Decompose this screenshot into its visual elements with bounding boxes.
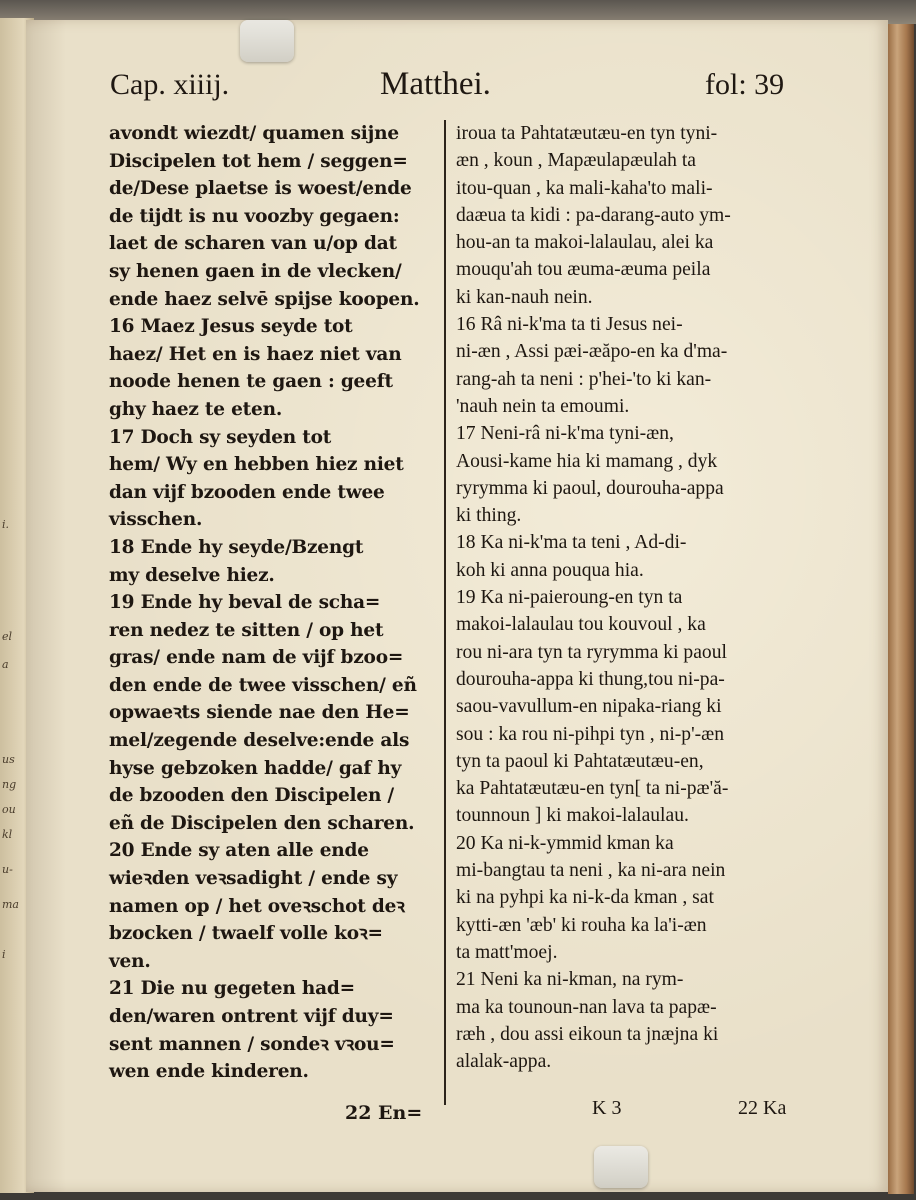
text-line: gras/ ende nam de vijf bzoo= <box>109 647 404 669</box>
verse-line: 19 Ende hy beval de scha= <box>109 592 381 614</box>
verse-line: 20 Ende sy aten alle ende <box>109 840 369 862</box>
text-line: wen ende kinderen. <box>109 1061 309 1083</box>
text-line: visschen. <box>109 509 203 531</box>
text-line: sent mannen / sondeꝛ vꝛou= <box>109 1033 395 1055</box>
text-line: ni-æn , Assi pæi-æăpo-en ka d'ma- <box>456 341 728 363</box>
margin-fragment: i. <box>2 518 10 531</box>
verse-line: 21 Die nu gegeten had= <box>109 978 355 1000</box>
text-line: sy henen gaen in de vlecken/ <box>109 260 402 282</box>
text-line: noode henen te gaen : geeft <box>109 371 393 393</box>
text-line: hou-an ta makoi-lalaulau, alei ka <box>456 232 714 254</box>
verse-line: 18 Ka ni-k'ma ta teni , Ad-di- <box>456 532 687 554</box>
text-line: opwaeꝛts siende nae den He= <box>109 702 410 724</box>
page-clip-bottom <box>594 1146 648 1188</box>
verse-line: 21 Neni ka ni-kman, na rym- <box>456 969 684 991</box>
margin-fragment: ou <box>2 803 16 816</box>
signature-mark: K 3 <box>592 1097 622 1119</box>
margin-fragment: us <box>2 753 15 766</box>
dutch-column <box>109 120 434 1086</box>
folio-number: fol: 39 <box>705 68 785 101</box>
text-line: ende haez selvē spijse koopen. <box>109 288 420 310</box>
text-line: namen op / het oveꝛschot deꝛ <box>109 895 405 917</box>
text-line: itou-quan , ka mali-kaha'to mali- <box>456 177 713 199</box>
text-line: eñ de Discipelen den scharen. <box>109 812 415 834</box>
margin-fragment: i <box>2 948 6 961</box>
text-line: ven. <box>109 950 151 972</box>
text-line: rang-ah ta neni : p'hei-'to ki kan- <box>456 368 712 390</box>
text-line: iroua ta Pahtatæutæu-en tyn tyni- <box>456 123 718 144</box>
verse-line: 17 Neni-râ ni-k'ma tyni-æn, <box>456 423 674 445</box>
text-line: laet de scharen van u/op dat <box>109 233 397 255</box>
text-line: rou ni-ara tyn ta ryrymma ki paoul <box>456 641 727 663</box>
left-catchword: 22 En= <box>345 1102 423 1124</box>
text-line: ræh , dou assi eikoun ta jnæjna ki <box>456 1023 719 1045</box>
text-line: den/waren ontrent vijf duy= <box>109 1006 394 1027</box>
right-catchword: 22 Ka <box>738 1097 787 1119</box>
margin-fragment: el <box>2 630 13 643</box>
text-line: alalak-appa. <box>456 1051 552 1073</box>
text-line: sou : ka rou ni-pihpi tyn , ni-p'-æn <box>456 723 725 745</box>
text-line: mel/zegende deselve:ende als <box>109 730 410 752</box>
text-line: ki na pyhpi ka ni-k-da kman , sat <box>456 887 714 909</box>
text-line: ki thing. <box>456 505 522 527</box>
margin-fragment: ma <box>2 898 19 911</box>
text-line: de bzooden den Discipelen / <box>109 785 394 807</box>
text-line: koh ki anna pouqua hia. <box>456 559 644 581</box>
text-line: æn , koun , Mapæulapæulah ta <box>456 150 697 172</box>
running-head <box>110 68 810 114</box>
margin-fragment: u- <box>2 863 13 876</box>
text-line: de/Dese plaetse is woest/ende <box>109 178 412 200</box>
verse-line: 17 Doch sy seyden tot <box>109 426 332 448</box>
verse-line: 18 Ende hy seyde/Bzengt <box>109 536 364 558</box>
text-line: tounnoun ] ki makoi-lalaulau. <box>456 805 689 827</box>
text-line: makoi-lalaulau tou kouvoul , ka <box>456 614 706 636</box>
chapter-heading: Cap. xiiij. <box>110 68 230 101</box>
text-line: mi-bangtau ta neni , ka ni-ara nein <box>456 860 726 882</box>
text-line: hyse gebzoken hadde/ gaf hy <box>109 757 402 779</box>
text-line: Aousi-kame hia ki mamang , dyk <box>456 450 718 472</box>
text-line: ma ka tounoun-nan lava ta papæ- <box>456 996 717 1018</box>
verse-line: 19 Ka ni-paieroung-en tyn ta <box>456 587 683 609</box>
page-clip-top <box>240 20 294 62</box>
text-line: haez/ Het en is haez niet van <box>109 343 402 365</box>
page-block-edge <box>888 24 914 1194</box>
column-divider <box>444 120 446 1105</box>
text-line: ghy haez te eten. <box>109 398 283 420</box>
book-title: Matthei. <box>380 66 491 102</box>
margin-fragment: ng <box>2 778 17 791</box>
text-line: ren nedez te sitten / op het <box>109 619 384 641</box>
text-line: de tijdt is nu voozby gegaen: <box>109 205 400 227</box>
text-line: 'nauh nein ta emoumi. <box>456 395 630 417</box>
text-line: hem/ Wy en hebben hiez niet <box>109 454 404 476</box>
text-line: ki kan-nauh nein. <box>456 286 593 308</box>
margin-fragment: a <box>2 658 9 671</box>
text-line: saou-vavullum-en nipaka-riang ki <box>456 696 722 718</box>
text-line: dan vijf bzooden ende twee <box>109 481 385 503</box>
margin-fragment: kl <box>2 828 13 841</box>
text-line: tyn ta paoul ki Pahtatæutæu-en, <box>456 750 704 772</box>
text-line: ka Pahtatæutæu-en tyn[ ta ni-pæ'ă- <box>456 778 729 800</box>
text-line: den ende de twee visschen/ eñ <box>109 674 417 696</box>
text-line: dourouha-appa ki thung,tou ni-pa- <box>456 668 725 690</box>
text-line: my deselve hiez. <box>109 564 275 586</box>
verse-line: 16 Maez Jesus seyde tot <box>109 316 353 338</box>
text-line: bzocken / twaelf volle koꝛ= <box>109 923 383 945</box>
formosan-column <box>456 120 808 1075</box>
text-line: wieꝛden veꝛsadight / ende sy <box>109 868 398 890</box>
text-line: avondt wiezdt/ quamen sijne <box>109 123 399 144</box>
text-line: mouqu'ah tou æuma-æuma peila <box>456 259 711 281</box>
text-line: kytti-æn 'æb' ki rouha ka la'i-æn <box>456 914 707 936</box>
text-line: daæua ta kidi : pa-darang-auto ym- <box>456 204 731 226</box>
text-line: ryrymma ki paoul, dourouha-appa <box>456 477 724 499</box>
verse-line: 16 Râ ni-k'ma ta ti Jesus nei- <box>456 314 683 336</box>
text-line: Discipelen tot hem / seggen= <box>109 150 408 172</box>
text-line: ta matt'moej. <box>456 941 558 963</box>
verse-line: 20 Ka ni-k-ymmid kman ka <box>456 832 674 854</box>
